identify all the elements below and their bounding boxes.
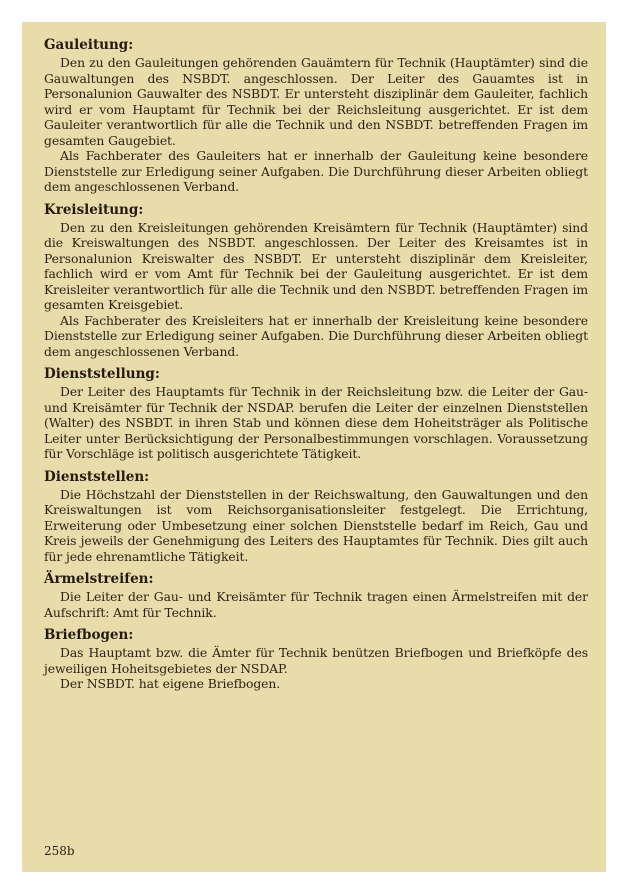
section-paragraph: Die Höchstzahl der Dienststellen in der Reichswaltung, den Gauwaltungen und den Kreiswaltungen ist vom Reichsorganisationsleiter festgelegt. Die Errichtung, Erweiterung oder Umbesetzung einer solchen Dienststelle bedarf im Reich, Gau und Kreis jeweils der Genehmigung des Leiters des Hauptamtes für Technik. Dies gilt auch für jede ehrenamtliche Tätigkeit. (44, 486, 588, 564)
section-paragraph: Der Leiter des Hauptamts für Technik in der Reichsleitung bzw. die Leiter der Gau- und Kreisämter für Technik der NSDAP. berufen die Leiter der einzelnen Dienststellen (Walter) des NSBDT. in ihren Stab und können diese dem Hoheitsträger als Politische Leiter unter Berücksichtigung der Personalbestimmungen vorschlagen. Voraussetzung für Vorschläge ist politisch ausgerichtete Tätigkeit. (44, 384, 588, 461)
section-dienststellung (44, 365, 588, 462)
section-aermelstreifen (44, 570, 588, 620)
section-heading: Briefbogen: (44, 627, 134, 643)
section-kreisleitung (44, 201, 588, 360)
section-paragraph: Als Fachberater des Kreisleiters hat er innerhalb der Kreisleitung keine besondere Dienststelle zur Erledigung seiner Aufgaben. Die Durchführung dieser Arbeiten obliegt dem angeschlossenen Verband. (44, 312, 588, 359)
section-heading: Ärmelstreifen: (44, 571, 154, 587)
section-heading: Dienststellung: (44, 366, 160, 382)
section-dienststellen (44, 468, 588, 565)
section-paragraph: Als Fachberater des Gauleiters hat er innerhalb der Gauleitung keine besondere Dienststelle zur Erledigung seiner Aufgaben. Die Durchführung dieser Arbeiten obliegt dem angeschlossenen Verband. (44, 148, 588, 194)
page-number: 258b (44, 844, 75, 858)
section-paragraph: Das Hauptamt bzw. die Ämter für Technik benützen Briefbogen und Briefköpfe des jeweiligen Hoheitsgebietes der NSDAP. (44, 645, 588, 676)
section-paragraph: Den zu den Gauleitungen gehörenden Gauämtern für Technik (Hauptämter) sind die Gauwaltungen des NSBDT. angeschlossen. Der Leiter des Gauamtes ist in Personalunion Gauwalter des NSBDT. Er untersteht disziplinär dem Gauleiter, fachlich wird er vom Hauptamt für Technik bei der Reichsleitung ausgerichtet. Er ist dem Gauleiter verantwortlich für alle die Technik und den NSBDT. betreffenden Fragen im gesamten Gaugebiet. (44, 55, 588, 148)
section-paragraph: Die Leiter der Gau- und Kreisämter für Technik tragen einen Ärmelstreifen mit der Aufschrift: Amt für Technik. (44, 589, 588, 620)
section-heading: Kreisleitung: (44, 201, 144, 218)
section-heading: Dienststellen: (44, 468, 150, 485)
section-paragraph: Der NSBDT. hat eigene Briefbogen. (60, 676, 281, 691)
section-paragraph: Den zu den Kreisleitungen gehörenden Kreisämtern für Technik (Hauptämter) sind die Kreiswaltungen des NSBDT. angeschlossen. Der Leiter des Kreisamtes ist in Personalunion Kreiswalter des NSBDT. Er untersteht disziplinär dem Kreisleiter, fachlich wird er vom Amt für Technik bei der Gauleitung ausgerichtet. Er ist dem Kreisleiter verantwortlich für alle die Technik und den NSBDT. betreffenden Fragen im gesamten Kreisgebiet. (44, 219, 588, 312)
section-heading: Gauleitung: (44, 37, 134, 53)
section-gauleitung (44, 36, 588, 195)
section-briefbogen (44, 626, 588, 692)
document-page (22, 22, 606, 872)
